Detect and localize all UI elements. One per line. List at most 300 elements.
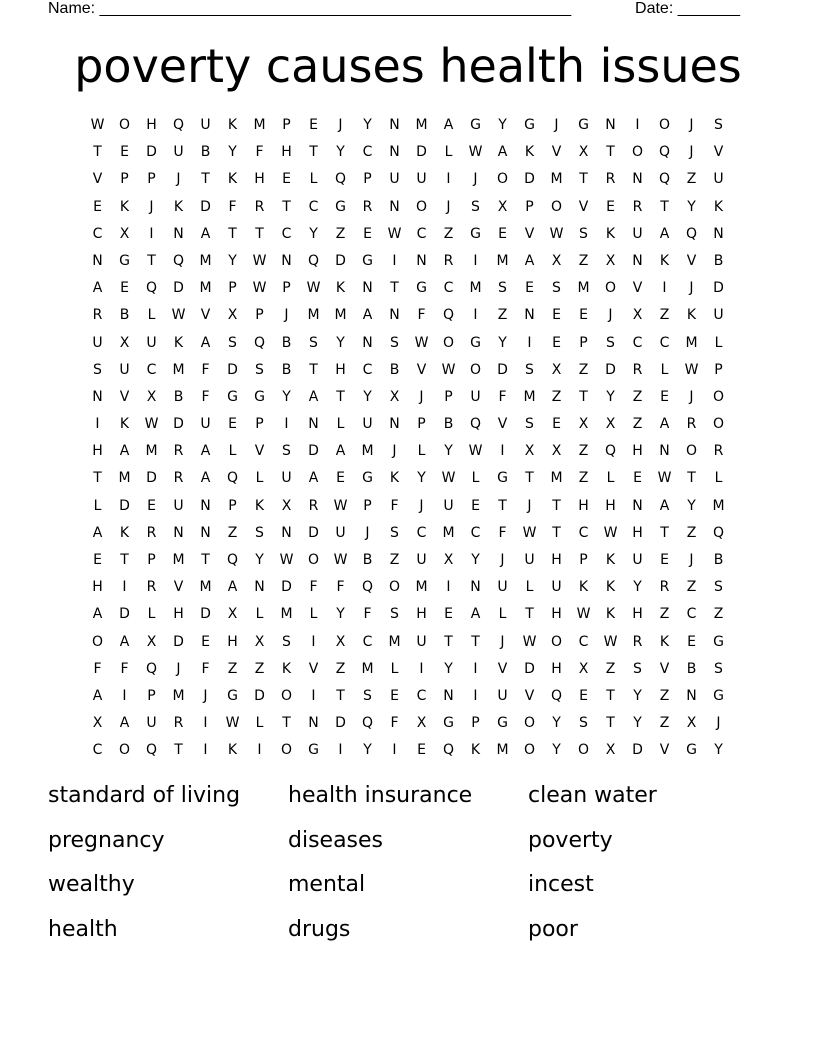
grid-letter: J [419,497,424,514]
grid-letter: I [635,117,640,133]
grid-letter: Y [336,606,345,623]
grid-letter: Z [443,225,454,242]
grid-letter: P [363,171,372,188]
grid-letter: U [362,416,373,433]
grid-letter: U [497,687,508,704]
grid-letter: R [362,198,373,215]
grid-letter: T [201,552,210,568]
grid-letter: U [416,552,427,568]
grid-letter: Y [417,470,426,487]
grid-letter: L [93,497,102,514]
grid-letter: R [92,307,103,324]
grid-letter: W [603,524,618,541]
grid-letter: U [200,117,211,133]
grid-letter: B [173,388,184,405]
grid-letter: L [336,416,345,433]
grid-row [84,139,732,166]
grid-letter: C [416,524,427,541]
grid-letter: U [173,497,184,514]
grid-letter: I [662,280,667,297]
grid-letter: J [689,144,694,161]
grid-letter: H [146,117,157,133]
grid-letter: P [282,117,291,133]
grid-letter: Y [552,715,561,732]
grid-letter: X [227,307,238,324]
grid-letter: U [713,307,724,324]
grid-letter: J [689,552,694,568]
grid-letter: Z [713,606,724,623]
grid-letter: T [93,144,102,161]
grid-letter: S [255,361,264,378]
grid-letter: O [712,416,725,433]
grid-letter: W [468,443,483,460]
grid-letter: N [632,171,643,188]
grid-letter: F [255,144,264,161]
grid-letter: A [659,497,670,514]
grid-letter: M [145,443,158,460]
grid-letter: E [687,633,696,650]
grid-letter: U [200,416,211,433]
grid-letter: K [227,117,238,133]
grid-letter: G [308,742,319,759]
grid-row [84,302,732,329]
grid-letter: P [714,361,723,378]
grid-letter: C [362,144,373,161]
grid-letter: D [335,252,346,269]
grid-letter: Y [606,388,615,405]
grid-letter: I [473,660,478,677]
grid-letter: N [443,687,454,704]
grid-letter: K [227,171,238,188]
grid-letter: A [92,524,103,541]
grid-letter: W [522,633,537,650]
grid-letter: T [552,497,561,514]
grid-letter: N [200,497,211,514]
grid-letter: J [689,280,694,297]
grid-letter: P [147,171,156,188]
grid-letter: J [554,117,559,133]
grid-letter: A [659,225,670,242]
grid-letter: H [551,660,562,677]
grid-letter: S [525,361,534,378]
grid-letter: A [119,443,130,460]
grid-letter: L [309,171,318,188]
grid-letter: E [336,470,345,487]
grid-row [84,520,732,547]
grid-letter: G [443,715,454,732]
grid-letter: P [579,334,588,351]
grid-letter: D [254,687,265,704]
grid-letter: E [93,552,102,568]
grid-row [84,357,732,384]
grid-letter: O [550,633,563,650]
word-list-item: mental [288,872,366,897]
grid-letter: J [473,171,478,188]
word-list-row [48,819,768,864]
grid-letter: M [172,361,185,378]
grid-letter: I [527,334,532,351]
grid-letter: H [281,144,292,161]
grid-letter: A [308,470,319,487]
grid-letter: M [469,280,482,297]
grid-letter: J [338,117,343,133]
grid-letter: Z [659,606,670,623]
grid-letter: L [255,715,264,732]
grid-letter: S [309,334,318,351]
grid-letter: S [471,198,480,215]
grid-letter: W [387,225,402,242]
grid-letter: B [281,334,292,351]
grid-letter: Z [578,252,589,269]
grid-letter: T [660,524,669,541]
grid-letter: O [469,361,482,378]
grid-letter: D [524,660,535,677]
grid-letter: B [443,416,454,433]
grid-letter: E [552,307,561,324]
grid-letter: F [390,497,399,514]
grid-row [84,194,732,221]
grid-letter: G [713,633,724,650]
grid-letter: J [365,524,370,541]
grid-letter: D [173,280,184,297]
grid-letter: E [201,633,210,650]
grid-letter: E [660,388,669,405]
word-list-row [48,863,768,908]
grid-letter: Y [687,497,696,514]
grid-letter: T [93,470,102,487]
grid-letter: I [311,687,316,704]
grid-letter: Y [714,742,723,759]
grid-letter: A [308,388,319,405]
grid-letter: S [714,117,723,133]
grid-letter: X [605,252,616,269]
grid-letter: L [147,307,156,324]
grid-letter: Z [551,388,562,405]
grid-letter: N [416,252,427,269]
grid-letter: V [416,361,427,378]
grid-letter: Y [282,388,291,405]
grid-letter: G [524,117,535,133]
grid-letter: L [660,361,669,378]
grid-letter: L [444,144,453,161]
grid-letter: V [659,742,670,759]
grid-letter: X [578,144,589,161]
grid-letter: Y [498,117,507,133]
word-list-item: standard of living [48,783,241,808]
grid-letter: E [363,225,372,242]
grid-letter: G [713,687,724,704]
grid-letter: Z [254,660,265,677]
grid-letter: K [227,742,238,759]
grid-letter: A [443,117,454,133]
grid-letter: T [498,497,507,514]
grid-letter: R [443,252,454,269]
grid-letter: E [120,280,129,297]
word-list-row [48,908,768,953]
grid-letter: G [119,252,130,269]
grid-letter: O [118,117,131,133]
grid-letter: S [714,579,723,596]
grid-letter: C [416,225,427,242]
grid-letter: V [173,579,184,596]
grid-letter: D [416,144,427,161]
grid-letter: Q [334,171,347,188]
grid-letter: T [687,470,696,487]
grid-letter: P [255,416,264,433]
grid-letter: E [390,687,399,704]
grid-letter: Q [604,443,617,460]
word-list-item: poverty [528,827,613,853]
grid-letter: M [172,552,185,568]
grid-letter: H [335,361,346,378]
grid-letter: Y [228,252,237,269]
grid-letter: Y [444,443,453,460]
grid-letter: J [446,198,451,215]
grid-letter: M [685,334,698,351]
grid-letter: M [442,524,455,541]
grid-letter: B [686,660,697,677]
grid-letter: D [173,416,184,433]
grid-letter: C [470,524,481,541]
grid-letter: O [685,443,698,460]
grid-letter: F [201,388,210,405]
grid-letter: G [686,742,697,759]
grid-letter: Y [471,552,480,568]
grid-letter: X [551,443,562,460]
grid-letter: G [254,388,265,405]
grid-letter: P [228,497,237,514]
grid-letter: D [308,443,319,460]
grid-letter: L [714,470,723,487]
grid-letter: S [579,715,588,732]
grid-letter: T [444,633,453,650]
grid-letter: T [579,388,588,405]
grid-letter: G [497,715,508,732]
grid-letter: V [254,443,265,460]
grid-letter: T [579,171,588,188]
grid-letter: E [444,606,453,623]
grid-letter: H [632,524,643,541]
grid-letter: R [254,198,265,215]
grid-letter: K [713,198,724,215]
grid-letter: X [119,334,130,351]
word-list-item: wealthy [48,872,135,897]
grid-letter: D [200,198,211,215]
grid-letter: E [228,416,237,433]
grid-letter: Y [336,144,345,161]
grid-letter: S [282,443,291,460]
grid-letter: Z [659,307,670,324]
grid-letter: M [199,579,212,596]
grid-letter: W [441,361,456,378]
grid-letter: O [415,198,428,215]
grid-row [84,493,732,520]
grid-letter: K [173,334,184,351]
grid-letter: T [147,252,156,269]
grid-letter: W [576,606,591,623]
grid-letter: M [550,171,563,188]
grid-letter: X [254,633,265,650]
grid-letter: E [579,307,588,324]
grid-letter: Z [227,524,238,541]
grid-letter: I [473,687,478,704]
grid-letter: U [389,171,400,188]
grid-letter: P [444,388,453,405]
grid-letter: L [147,606,156,623]
grid-letter: O [91,633,104,650]
grid-letter: N [308,416,319,433]
grid-letter: H [173,606,184,623]
grid-letter: O [307,552,320,568]
grid-letter: X [524,443,535,460]
grid-letter: O [523,742,536,759]
grid-letter: M [388,633,401,650]
grid-letter: R [146,524,157,541]
grid-letter: V [632,280,643,297]
grid-letter: J [284,307,289,324]
grid-letter: H [254,171,265,188]
grid-letter: T [282,715,291,732]
grid-letter: N [200,524,211,541]
grid-letter: F [390,715,399,732]
grid-letter: K [659,252,670,269]
grid-letter: L [417,443,426,460]
grid-row [84,112,732,139]
grid-letter: Y [309,225,318,242]
grid-letter: H [551,606,562,623]
grid-letter: R [659,579,670,596]
grid-letter: T [282,198,291,215]
grid-letter: C [362,633,373,650]
grid-letter: D [713,280,724,297]
grid-row [84,737,732,764]
grid-letter: Z [335,660,346,677]
grid-letter: H [578,497,589,514]
grid-letter: S [525,416,534,433]
grid-letter: B [362,552,373,568]
grid-letter: H [416,606,427,623]
grid-letter: Q [307,252,320,269]
grid-letter: K [686,307,697,324]
grid-letter: D [524,171,535,188]
grid-letter: Q [253,334,266,351]
grid-letter: D [632,742,643,759]
grid-row [84,547,732,574]
grid-letter: M [199,280,212,297]
grid-letter: F [363,606,372,623]
grid-letter: V [119,388,130,405]
grid-letter: X [686,715,697,732]
word-list-item: diseases [288,827,384,853]
grid-letter: P [363,497,372,514]
grid-letter: S [498,280,507,297]
grid-letter: U [416,633,427,650]
grid-letter: D [173,633,184,650]
grid-letter: W [306,280,321,297]
grid-letter: A [200,334,211,351]
grid-letter: W [603,633,618,650]
grid-letter: O [496,171,509,188]
grid-letter: E [498,225,507,242]
grid-letter: M [307,307,320,324]
grid-letter: E [552,334,561,351]
grid-letter: T [606,715,615,732]
grid-letter: W [414,334,429,351]
grid-letter: G [497,470,508,487]
grid-letter: W [279,552,294,568]
grid-letter: V [200,307,211,324]
grid-letter: N [470,579,481,596]
grid-letter: R [632,198,643,215]
grid-letter: X [335,633,346,650]
grid-letter: L [255,470,264,487]
name-field-label: Name: _____________________________________________________ [48,0,572,17]
grid-letter: L [714,334,723,351]
grid-letter: Y [552,742,561,759]
grid-letter: K [605,225,616,242]
grid-letter: X [146,388,157,405]
grid-letter: F [498,388,507,405]
grid-letter: K [119,198,130,215]
grid-letter: C [443,280,454,297]
grid-letter: J [176,171,181,188]
grid-letter: K [281,660,292,677]
grid-letter: O [280,742,293,759]
grid-letter: N [713,225,724,242]
grid-letter: P [282,280,291,297]
grid-letter: T [228,225,237,242]
grid-letter: J [527,497,532,514]
grid-letter: I [284,416,289,433]
grid-letter: R [173,443,184,460]
grid-letter: Q [145,280,158,297]
grid-letter: I [203,715,208,732]
grid-letter: M [523,388,536,405]
grid-letter: Q [469,416,482,433]
grid-letter: R [632,361,643,378]
grid-letter: J [500,633,505,650]
grid-letter: P [417,416,426,433]
grid-letter: P [120,171,129,188]
grid-letter: U [173,144,184,161]
grid-letter: W [252,280,267,297]
grid-letter: T [525,606,534,623]
grid-letter: N [389,198,400,215]
grid-letter: N [686,687,697,704]
grid-letter: U [524,552,535,568]
grid-letter: W [90,117,105,133]
grid-letter: X [578,416,589,433]
grid-letter: Z [227,660,238,677]
grid-letter: Y [633,579,642,596]
grid-letter: P [471,715,480,732]
grid-letter: O [523,715,536,732]
grid-row [84,438,732,465]
grid-letter: U [281,470,292,487]
grid-letter: F [498,524,507,541]
grid-letter: A [92,606,103,623]
grid-letter: Z [659,715,670,732]
grid-letter: W [333,497,348,514]
grid-letter: W [252,252,267,269]
grid-letter: U [416,171,427,188]
grid-letter: T [120,552,129,568]
grid-letter: Z [335,225,346,242]
grid-letter: O [388,579,401,596]
grid-letter: V [551,144,562,161]
grid-letter: R [146,579,157,596]
grid-letter: Y [633,687,642,704]
